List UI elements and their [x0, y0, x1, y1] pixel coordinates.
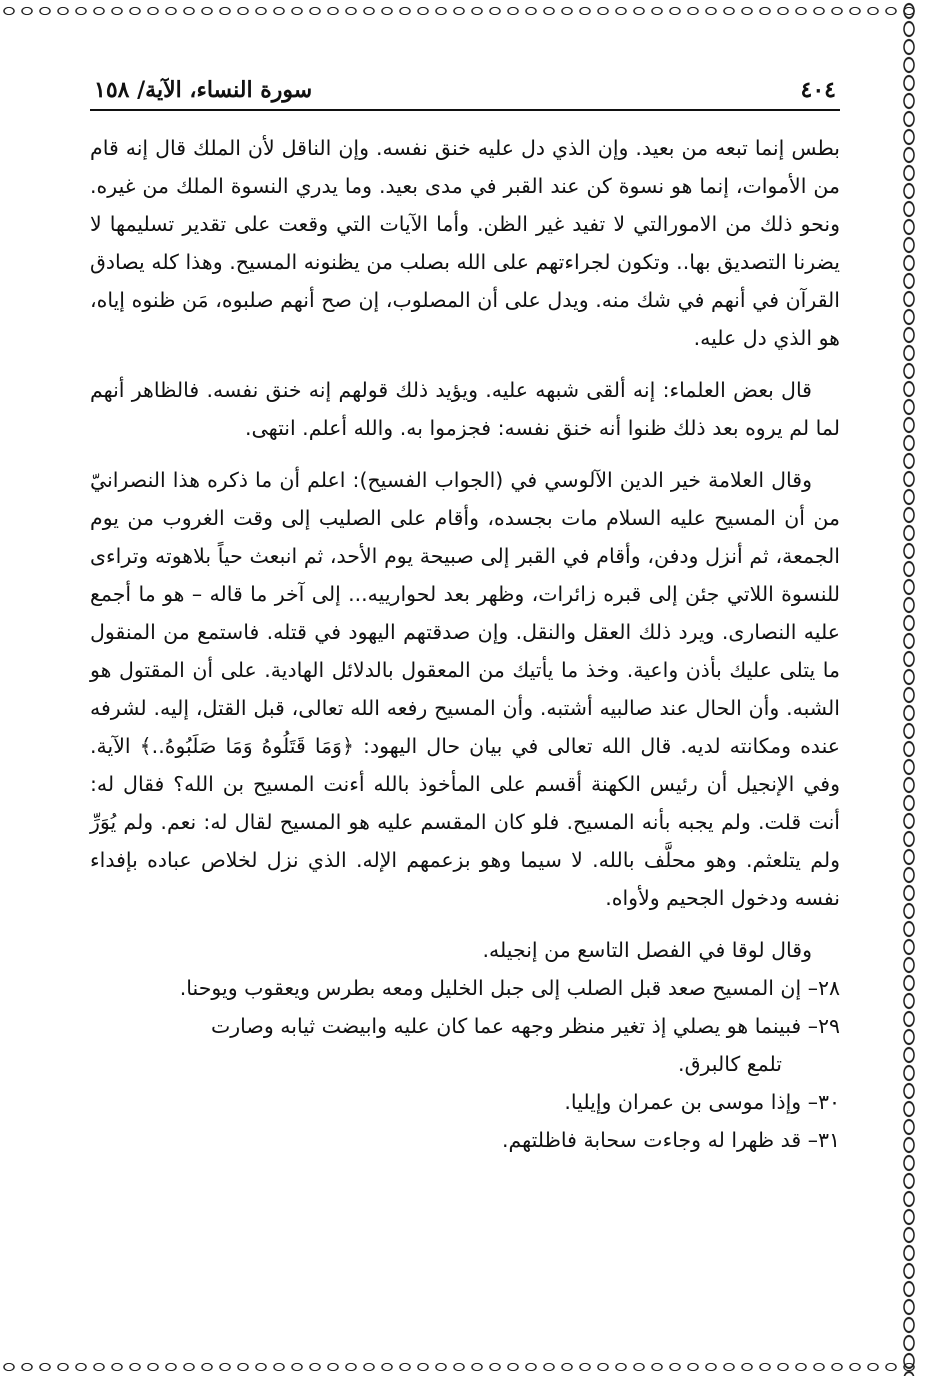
list-item: ٣١– قد ظهرا له وجاءت سحابة فاظلتهم. [501, 1128, 840, 1152]
item-text: إن المسيح صعد قبل الصلب إلى جبل الخليل ومعه بطرس ويعقوب ويوحنا. [179, 976, 802, 1000]
running-title: سورة النساء، الآية/ ١٥٨ [94, 77, 313, 103]
paragraph-3: وقال العلامة خير الدين الآلوسي في (الجواب الفسيح): اعلم أن ما ذكره هذا النصرانيّ من أن المسيح عليه السلام مات بجسده، وأقام على الصليب إلى وقت الغروب من يوم الجمعة، ثم أنزل ودفن، وأقام في القبر إلى صبيحة يوم الأحد، ثم انبعث حياً بلاهوته وتراءى للنسوة اللاتي جئن إلى قبره زائرات، وظهر بعد لحوارييه... إلى آخر ما قاله – هو ما أجمع عليه النصارى. ويرد ذلك العقل والنقل. وإن صدقتهم اليهود في قتله. فاستمع من المنقول ما يتلى عليك بأذن واعية. وخذ ما يأتيك من المعقول بالدلائل الهادية. على أن المقتول هو الشبه. وأن الحال عند صالبيه أشتبه. وأن المسيح رفعه الله تعالى، قبل القتل، إليه. لشرفه عنده ومكانته لديه. قال الله تعالى في بيان حال اليهود: ﴿وَمَا قَتَلُوهُ وَمَا صَلَبُوهُ..﴾ الآية. وفي الإنجيل أن رئيس الكهنة أقسم على المأخوذ بالله أءنت المسيح بن الله؟ فقال له: أنت قلت. ولم يجبه بأنه المسيح. فلو كان المقسم عليه هو المسيح لقال له: نعم. ولم يُوَرِّ ولم يتلعثم. وهو محلَّف بالله. لا سيما وهو بزعمهم الإله. الذي نزل لخلاص عباده بإفداء نفسه ودخول الجحيم ولأواه. [90, 468, 840, 910]
item-continuation: تلمع كالبرق. [678, 1052, 782, 1076]
item-number: ٣٠ [817, 1090, 840, 1114]
paragraph-4: وقال لوقا في الفصل التاسع من إنجيله. [482, 938, 812, 962]
decorative-border-top [0, 2, 918, 20]
book-page [90, 55, 840, 1355]
item-text: فبينما هو يصلي إذ تغير منظر وجهه عما كان عليه وابيضت ثيابه وصارت [210, 1014, 802, 1038]
item-number: ٣١ [817, 1128, 840, 1152]
item-text: وإذا موسى بن عمران وإيليا. [564, 1090, 802, 1114]
decorative-border-bottom [0, 1358, 918, 1376]
list-item: ٢٩– فبينما هو يصلي إذ تغير منظر وجهه عما كان عليه وابيضت ثيابه وصارت تلمع كالبرق. [90, 1007, 840, 1083]
paragraph-2: قال بعض العلماء: إنه ألقى شبهه عليه. ويؤيد ذلك قولهم إنه خنق نفسه. فالظاهر أنهم لما لم يروه بعد ذلك ظنوا أنه خنق نفسه: فجزموا به. والله أعلم. انتهى. [90, 378, 840, 440]
list-item: ٢٨– إن المسيح صعد قبل الصلب إلى جبل الخليل ومعه بطرس ويعقوب ويوحنا. [179, 976, 840, 1000]
list-item: ٣٠– وإذا موسى بن عمران وإيليا. [564, 1090, 840, 1114]
page-header [90, 55, 840, 111]
paragraph-1: بطس إنما تبعه من بعيد. وإن الذي دل عليه خنق نفسه. وإن الناقل لأن الملك قال إنه قام من الأموات، إنما هو نسوة كن عند القبر في مدى بعيد. وما يدري النسوة الملك من غيره. ونحو ذلك من الامورالتي لا تفيد غير الظن. وأما الآيات التي وقعت على تقدير تسليمها لا يضرنا التصديق بها.. وتكون لجراءتهم على الله بصلب من يظنونه المسيح. وهذا كله يصادق القرآن في أنهم في شك منه. ويدل على أن المصلوب، إن صح أنهم صلبوه، مَن ظنوه إياه، هو الذي دل عليه. [90, 136, 840, 350]
item-number: ٢٩ [817, 1014, 840, 1038]
decorative-border-right [900, 2, 918, 1376]
item-text: قد ظهرا له وجاءت سحابة فاظلتهم. [501, 1128, 802, 1152]
item-number: ٢٨ [817, 976, 840, 1000]
page-number: ٤٠٤ [800, 77, 836, 103]
page-body [90, 129, 840, 1159]
